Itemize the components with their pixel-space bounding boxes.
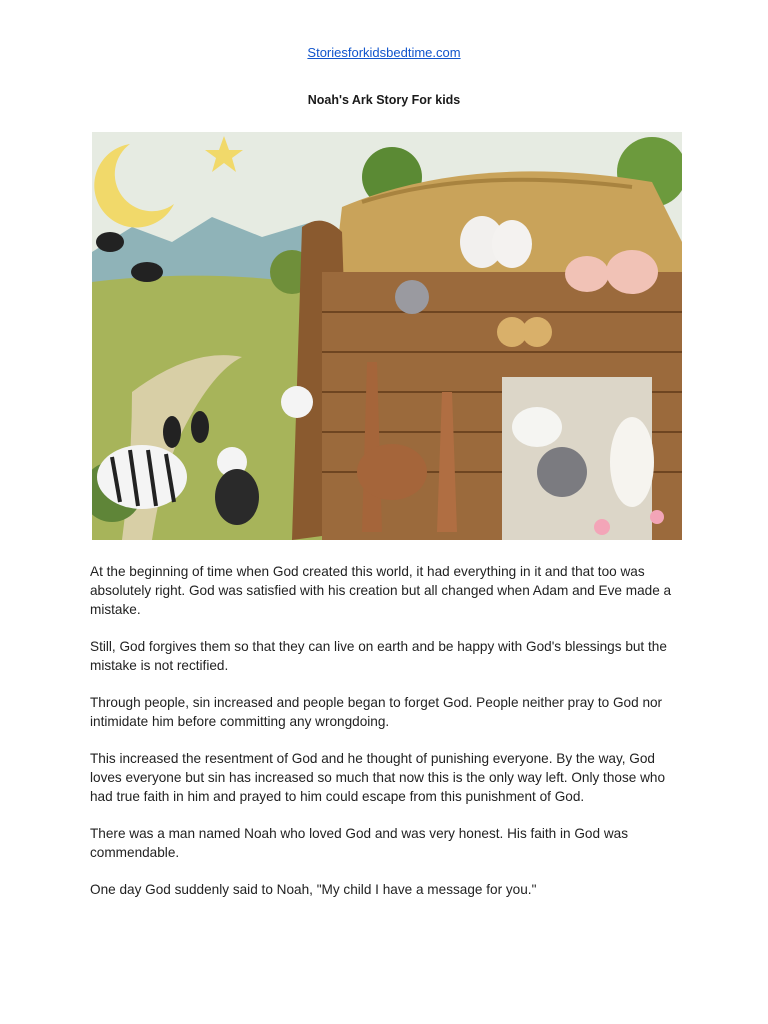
toucan — [131, 262, 163, 282]
page-title: Noah's Ark Story For kids — [307, 93, 461, 107]
owl — [522, 317, 552, 347]
penguin — [163, 416, 181, 448]
site-link[interactable]: Storiesforkidsbedtime.com — [307, 45, 461, 60]
bunny — [492, 220, 532, 268]
pig — [565, 256, 609, 292]
flower — [594, 519, 610, 535]
ark-scene-image — [92, 132, 682, 540]
story-paragraph: Still, God forgives them so that they can live on earth and be happy with God's blessings but the mistake is not rectified. — [90, 639, 667, 673]
goose — [610, 417, 654, 507]
panda — [281, 386, 313, 418]
monkey — [395, 280, 429, 314]
noahs-ark-illustration — [92, 132, 682, 540]
flower — [650, 510, 664, 524]
story-paragraph: This increased the resentment of God and he thought of punishing everyone. By the way, God loves everyone but sin has increased so much that now this is the only way left. Only those who had true faith in him and prayed to him could escape from this punishment of God. — [90, 751, 666, 804]
story-paragraph: There was a man named Noah who loved God and was very honest. His faith in God was commendable. — [90, 826, 628, 860]
pig — [606, 250, 658, 294]
porcupine — [537, 447, 587, 497]
story-paragraph: One day God suddenly said to Noah, "My child I have a message for you." — [90, 882, 537, 897]
story-paragraph: At the beginning of time when God created this world, it had everything in it and that too was absolutely right. God was satisfied with his creation but all changed when Adam and Eve made a mistake. — [90, 564, 672, 617]
toucan — [96, 232, 124, 252]
story-paragraph: Through people, sin increased and people began to forget God. People neither pray to God nor intimidate him before committing any wrongdoing. — [90, 695, 663, 729]
story-body — [90, 562, 680, 917]
site-link-container — [0, 45, 768, 60]
penguin — [191, 411, 209, 443]
cow — [512, 407, 562, 447]
